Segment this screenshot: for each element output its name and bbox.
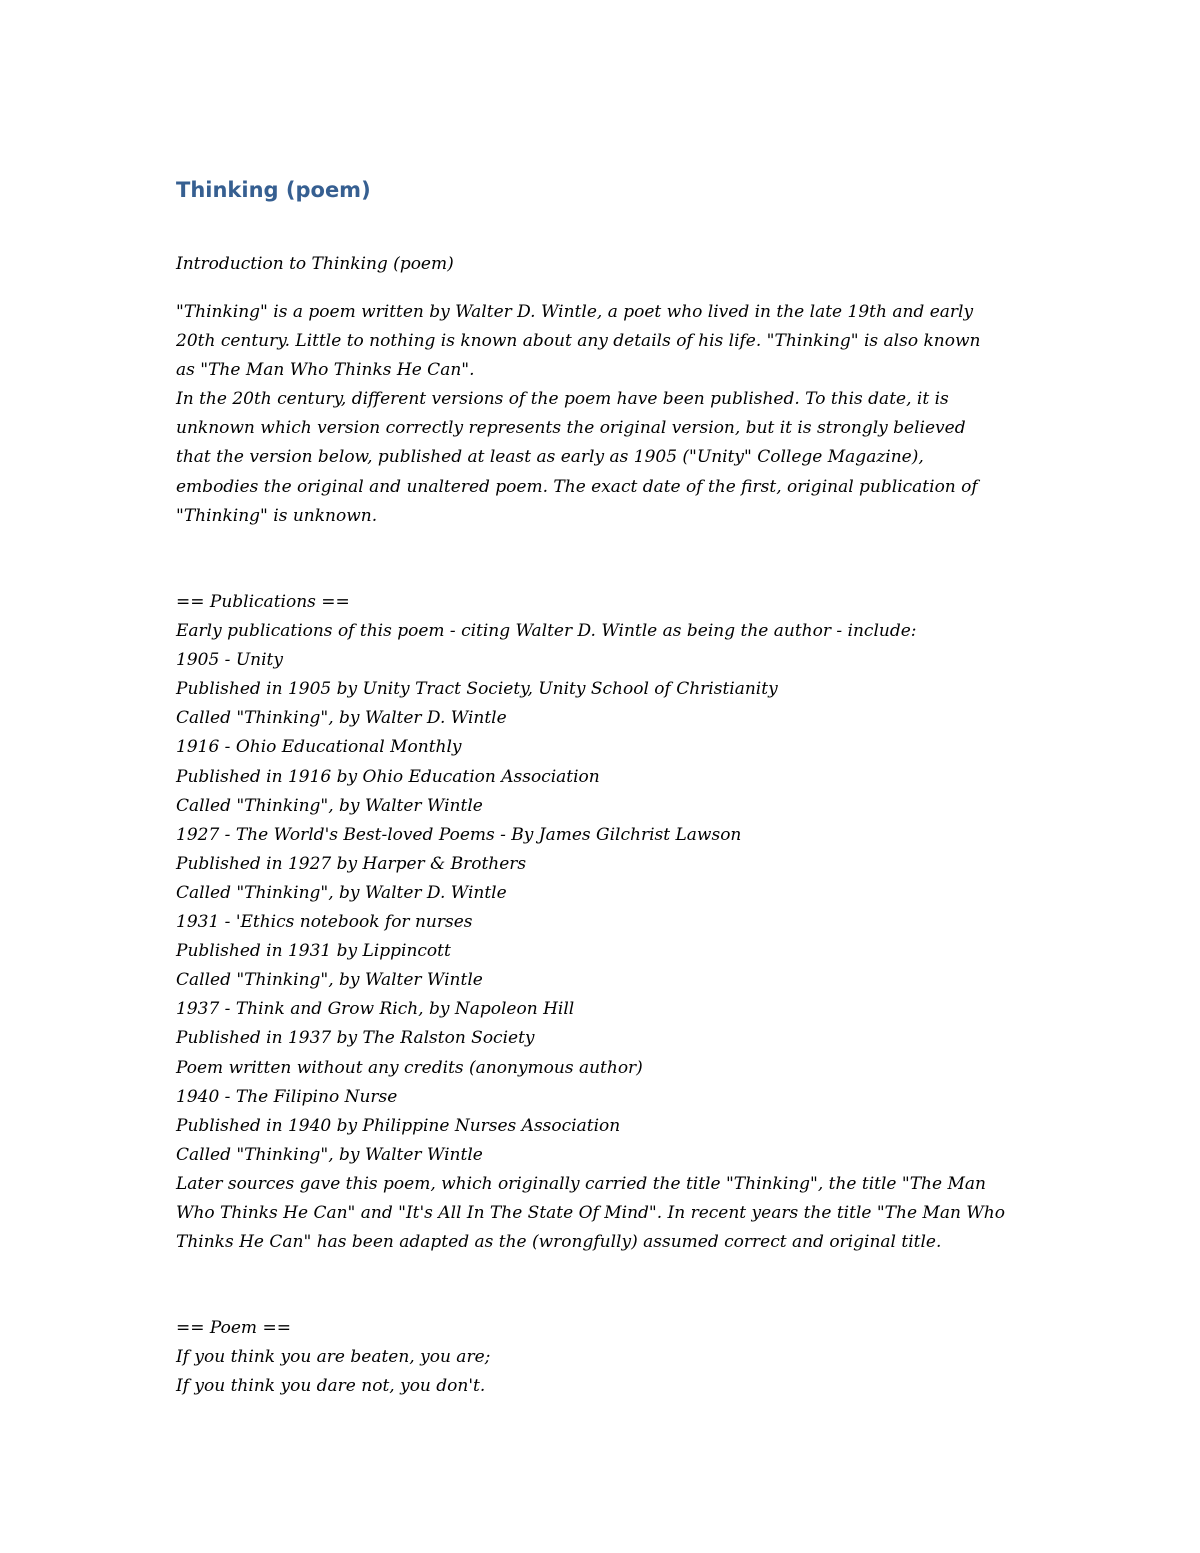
publications-line: Who Thinks He Can" and "It's All In The State Of Mind". In recent years the title "The Man Who (176, 1202, 1005, 1223)
publications-line: 1940 - The Filipino Nurse (176, 1086, 398, 1107)
intro-line: In the 20th century, different versions of the poem have been published. To this date, it is (176, 389, 949, 410)
publications-line: Later sources gave this poem, which originally carried the title "Thinking", the title "The Man (176, 1173, 986, 1194)
publications-line: Early publications of this poem - citing Walter D. Wintle as being the author - include: (176, 621, 917, 642)
intro-line: "Thinking" is unknown. (176, 505, 378, 526)
intro-line: "Thinking" is a poem written by Walter D. Wintle, a poet who lived in the late 19th and early (176, 302, 974, 322)
publications-line: Published in 1931 by Lippincott (176, 941, 451, 962)
publications-line: 1905 - Unity (176, 650, 283, 671)
publications-line: 1916 - Ohio Educational Monthly (176, 737, 462, 758)
poem-line: If you think you are beaten, you are; (176, 1347, 491, 1368)
intro-heading-text: Introduction to Thinking (poem) (176, 254, 454, 274)
publications-heading: == Publications == (176, 592, 350, 612)
publications-line: Called "Thinking", by Walter Wintle (176, 1144, 483, 1165)
publications-line: Published in 1927 by Harper & Brothers (176, 853, 527, 874)
publications-line: Called "Thinking", by Walter D. Wintle (176, 708, 507, 729)
publications-line: Published in 1916 by Ohio Education Association (176, 766, 600, 787)
document-title: Thinking (poem) (176, 178, 371, 202)
publications-line: Called "Thinking", by Walter D. Wintle (176, 882, 507, 903)
publications-line: Called "Thinking", by Walter Wintle (176, 970, 483, 991)
intro-line: as "The Man Who Thinks He Can". (176, 360, 475, 381)
publications-line: Called "Thinking", by Walter Wintle (176, 795, 483, 816)
publications-section (176, 588, 1046, 1257)
publications-line: Published in 1940 by Philippine Nurses Association (176, 1115, 621, 1136)
poem-heading: == Poem == (176, 1318, 291, 1338)
intro-paragraph (176, 298, 1046, 531)
poem-line: If you think you dare not, you don't. (176, 1376, 486, 1397)
intro-line: that the version below, published at least as early as 1905 ("Unity" College Magazine), (176, 447, 924, 468)
intro-line: unknown which version correctly represents the original version, but it is strongly believed (176, 418, 966, 439)
intro-line: 20th century. Little to nothing is known about any details of his life. "Thinking" is also known (176, 331, 981, 352)
publications-line: Thinks He Can" has been adapted as the (wrongfully) assumed correct and original title. (176, 1232, 942, 1253)
publications-line: 1927 - The World's Best-loved Poems - By James Gilchrist Lawson (176, 824, 742, 845)
publications-line: 1937 - Think and Grow Rich, by Napoleon Hill (176, 999, 575, 1020)
publications-line: Published in 1937 by The Ralston Society (176, 1028, 535, 1049)
publications-line: 1931 - 'Ethics notebook for nurses (176, 912, 473, 933)
publications-line: Poem written without any credits (anonymous author) (176, 1057, 643, 1078)
publications-line: Published in 1905 by Unity Tract Society, Unity School of Christianity (176, 679, 778, 700)
poem-section (176, 1314, 1046, 1401)
intro-heading (176, 250, 1046, 279)
intro-line: embodies the original and unaltered poem. The exact date of the first, original publication of (176, 476, 978, 497)
